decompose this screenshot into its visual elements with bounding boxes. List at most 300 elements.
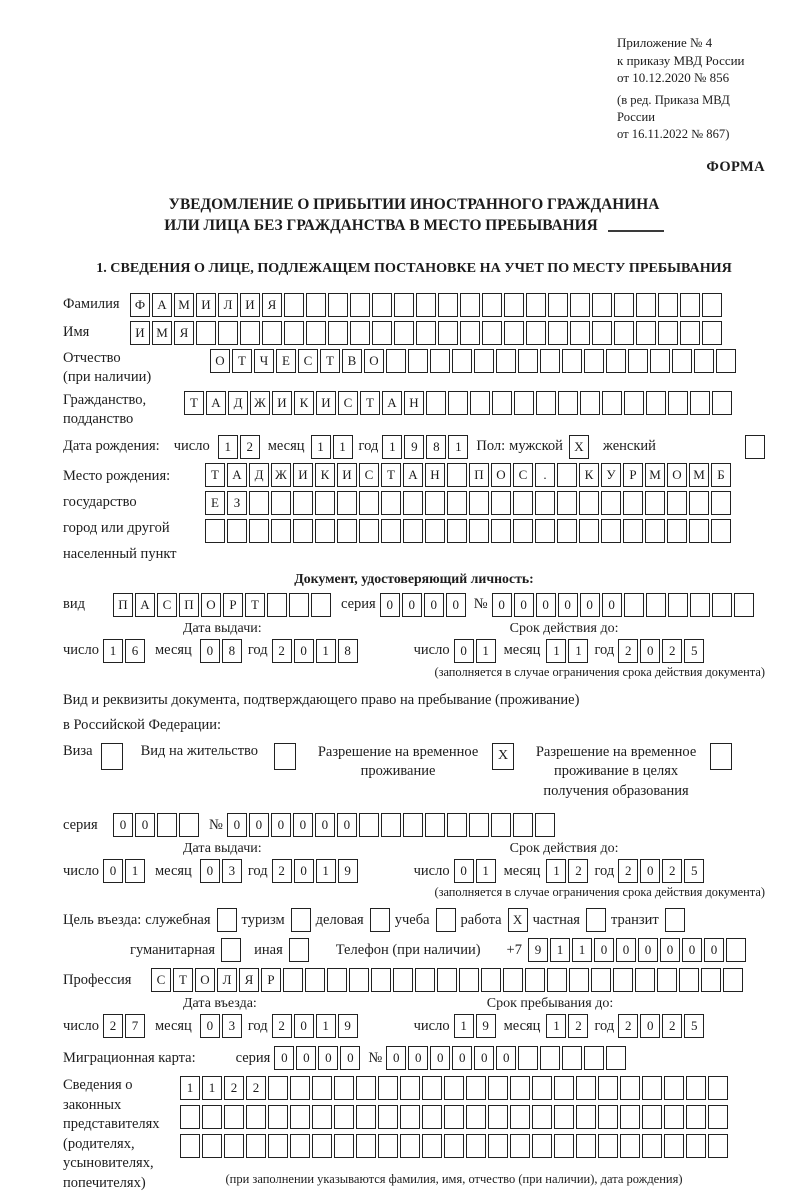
cell[interactable]: 0 [640, 859, 660, 883]
cell[interactable] [689, 491, 709, 515]
until-day[interactable] [454, 1014, 496, 1038]
cell[interactable]: К [315, 463, 335, 487]
cell[interactable]: 2 [272, 639, 292, 663]
cell[interactable]: 1 [572, 938, 592, 962]
cell[interactable]: С [157, 593, 177, 617]
cell[interactable]: 1 [448, 435, 468, 459]
cell[interactable] [668, 391, 688, 415]
cell[interactable] [179, 813, 199, 837]
cell[interactable] [416, 293, 436, 317]
cell[interactable]: 0 [454, 859, 474, 883]
cell[interactable] [459, 968, 479, 992]
residence-number-cells[interactable] [227, 813, 555, 837]
cell[interactable]: 3 [222, 859, 242, 883]
cell[interactable] [614, 321, 634, 345]
phone-cells[interactable] [528, 938, 746, 962]
birth-year-cells[interactable] [382, 435, 468, 459]
residence-valid-year[interactable] [618, 859, 704, 883]
name-cells[interactable] [130, 321, 722, 345]
patronymic-cells[interactable] [210, 349, 736, 373]
cell[interactable]: 0 [640, 1014, 660, 1038]
entry-month[interactable] [200, 1014, 242, 1038]
cell[interactable] [624, 593, 644, 617]
cell[interactable]: 2 [272, 859, 292, 883]
cell[interactable] [672, 349, 692, 373]
profession-cells[interactable] [151, 968, 743, 992]
residence-issue-day[interactable] [103, 859, 145, 883]
cell[interactable]: П [113, 593, 133, 617]
cell[interactable] [526, 293, 546, 317]
cell[interactable] [491, 519, 511, 543]
cell[interactable] [101, 743, 123, 770]
cell[interactable] [202, 1134, 222, 1158]
until-month[interactable] [546, 1014, 588, 1038]
cell[interactable] [650, 349, 670, 373]
cell[interactable]: 0 [340, 1046, 360, 1070]
cell[interactable]: Н [404, 391, 424, 415]
residence-permit-checkbox[interactable] [274, 743, 296, 770]
cell[interactable]: 0 [660, 938, 680, 962]
cell[interactable] [469, 491, 489, 515]
cell[interactable] [606, 1046, 626, 1070]
cell[interactable]: Т [320, 349, 340, 373]
cell[interactable] [680, 293, 700, 317]
cell[interactable]: 2 [662, 859, 682, 883]
doc-kind-cells[interactable] [113, 593, 331, 617]
cell[interactable] [548, 321, 568, 345]
cell[interactable] [592, 293, 612, 317]
cell[interactable] [426, 391, 446, 415]
sex-female-checkbox[interactable] [745, 435, 765, 459]
until-year[interactable] [618, 1014, 704, 1038]
residence-valid-month[interactable] [546, 859, 588, 883]
cell[interactable] [689, 519, 709, 543]
cell[interactable] [642, 1076, 662, 1100]
cell[interactable] [306, 293, 326, 317]
edu-permit-checkbox[interactable] [710, 743, 732, 770]
cell[interactable] [249, 491, 269, 515]
cell[interactable]: 0 [514, 593, 534, 617]
cell[interactable]: Р [623, 463, 643, 487]
cell[interactable]: 2 [272, 1014, 292, 1038]
cell[interactable] [667, 519, 687, 543]
cell[interactable]: Д [249, 463, 269, 487]
cell[interactable] [217, 908, 237, 932]
representatives-cells-row2[interactable] [180, 1105, 728, 1129]
cell[interactable] [378, 1134, 398, 1158]
cell[interactable]: Л [218, 293, 238, 317]
residence-valid-day[interactable] [454, 859, 496, 883]
cell[interactable] [356, 1105, 376, 1129]
cell[interactable]: Т [205, 463, 225, 487]
cell[interactable]: С [338, 391, 358, 415]
cell[interactable] [312, 1105, 332, 1129]
cell[interactable] [690, 391, 710, 415]
sex-male-checkbox[interactable] [569, 435, 589, 459]
cell[interactable] [400, 1105, 420, 1129]
cell[interactable] [686, 1134, 706, 1158]
cell[interactable]: Т [381, 463, 401, 487]
cell[interactable] [576, 1134, 596, 1158]
cell[interactable]: 8 [222, 639, 242, 663]
cell[interactable]: 0 [200, 1014, 220, 1038]
cell[interactable] [708, 1076, 728, 1100]
cell[interactable] [680, 321, 700, 345]
cell[interactable]: Е [205, 491, 225, 515]
cell[interactable] [381, 813, 401, 837]
cell[interactable] [628, 349, 648, 373]
cell[interactable] [408, 349, 428, 373]
cell[interactable] [702, 321, 722, 345]
cell[interactable]: О [491, 463, 511, 487]
migration-number-cells[interactable] [386, 1046, 626, 1070]
cell[interactable]: 0 [113, 813, 133, 837]
doc-number-cells[interactable] [492, 593, 754, 617]
cell[interactable] [422, 1105, 442, 1129]
cell[interactable] [598, 1076, 618, 1100]
cell[interactable]: 2 [618, 859, 638, 883]
citizenship-cells[interactable] [184, 391, 732, 415]
cell[interactable] [350, 293, 370, 317]
cell[interactable] [708, 1134, 728, 1158]
cell[interactable]: 7 [125, 1014, 145, 1038]
cell[interactable] [646, 391, 666, 415]
cell[interactable]: 1 [476, 639, 496, 663]
cell[interactable]: X [492, 743, 514, 770]
cell[interactable]: 0 [315, 813, 335, 837]
cell[interactable]: 5 [684, 639, 704, 663]
cell[interactable]: З [227, 491, 247, 515]
cell[interactable] [267, 593, 287, 617]
cell[interactable]: М [645, 463, 665, 487]
cell[interactable] [452, 349, 472, 373]
cell[interactable] [268, 1134, 288, 1158]
purpose-official-checkbox[interactable] [217, 908, 237, 932]
cell[interactable]: Т [360, 391, 380, 415]
cell[interactable] [745, 435, 765, 459]
cell[interactable] [614, 293, 634, 317]
cell[interactable] [315, 491, 335, 515]
cell[interactable]: М [152, 321, 172, 345]
cell[interactable] [262, 321, 282, 345]
cell[interactable] [328, 321, 348, 345]
cell[interactable] [665, 908, 685, 932]
cell[interactable] [488, 1134, 508, 1158]
cell[interactable] [447, 491, 467, 515]
cell[interactable] [425, 813, 445, 837]
cell[interactable] [466, 1134, 486, 1158]
cell[interactable]: Т [173, 968, 193, 992]
cell[interactable] [416, 321, 436, 345]
cell[interactable] [422, 1134, 442, 1158]
cell[interactable]: 2 [224, 1076, 244, 1100]
cell[interactable] [504, 293, 524, 317]
cell[interactable] [180, 1134, 200, 1158]
cell[interactable] [547, 968, 567, 992]
cell[interactable]: 0 [452, 1046, 472, 1070]
cell[interactable] [289, 938, 309, 962]
cell[interactable]: 2 [246, 1076, 266, 1100]
cell[interactable]: 0 [386, 1046, 406, 1070]
cell[interactable] [350, 321, 370, 345]
cell[interactable] [491, 813, 511, 837]
cell[interactable] [293, 491, 313, 515]
cell[interactable]: Е [276, 349, 296, 373]
cell[interactable] [532, 1134, 552, 1158]
birth-day-cells[interactable] [218, 435, 260, 459]
doc-issue-month[interactable] [200, 639, 242, 663]
cell[interactable] [334, 1134, 354, 1158]
cell[interactable] [356, 1076, 376, 1100]
cell[interactable] [510, 1134, 530, 1158]
cell[interactable]: 1 [103, 639, 123, 663]
cell[interactable]: 0 [640, 639, 660, 663]
cell[interactable]: 0 [496, 1046, 516, 1070]
cell[interactable] [246, 1134, 266, 1158]
cell[interactable] [579, 491, 599, 515]
cell[interactable]: И [240, 293, 260, 317]
cell[interactable]: Ч [254, 349, 274, 373]
cell[interactable]: 0 [318, 1046, 338, 1070]
cell[interactable] [227, 519, 247, 543]
birth-month-cells[interactable] [311, 435, 353, 459]
cell[interactable]: Л [217, 968, 237, 992]
cell[interactable]: И [337, 463, 357, 487]
cell[interactable] [491, 491, 511, 515]
cell[interactable] [218, 321, 238, 345]
cell[interactable] [664, 1076, 684, 1100]
cell[interactable] [620, 1134, 640, 1158]
purpose-business-checkbox[interactable] [370, 908, 390, 932]
cell[interactable] [205, 519, 225, 543]
cell[interactable]: С [359, 463, 379, 487]
cell[interactable] [448, 391, 468, 415]
cell[interactable] [535, 813, 555, 837]
cell[interactable]: Я [262, 293, 282, 317]
cell[interactable]: 1 [476, 859, 496, 883]
cell[interactable]: 0 [638, 938, 658, 962]
cell[interactable] [658, 293, 678, 317]
cell[interactable] [403, 491, 423, 515]
cell[interactable] [602, 391, 622, 415]
cell[interactable]: А [403, 463, 423, 487]
cell[interactable]: А [227, 463, 247, 487]
cell[interactable]: 0 [249, 813, 269, 837]
cell[interactable]: С [298, 349, 318, 373]
cell[interactable] [584, 1046, 604, 1070]
cell[interactable] [576, 1105, 596, 1129]
birthplace-cells-row1[interactable] [205, 463, 731, 487]
cell[interactable] [554, 1076, 574, 1100]
cell[interactable]: 8 [338, 639, 358, 663]
cell[interactable]: 0 [474, 1046, 494, 1070]
entry-year[interactable] [272, 1014, 358, 1038]
cell[interactable]: 0 [274, 1046, 294, 1070]
cell[interactable] [623, 519, 643, 543]
cell[interactable]: У [601, 463, 621, 487]
cell[interactable] [580, 391, 600, 415]
cell[interactable]: И [272, 391, 292, 415]
cell[interactable] [579, 519, 599, 543]
cell[interactable]: 2 [662, 639, 682, 663]
cell[interactable] [334, 1105, 354, 1129]
cell[interactable] [513, 519, 533, 543]
cell[interactable] [400, 1134, 420, 1158]
residence-series-cells[interactable] [113, 813, 199, 837]
cell[interactable]: О [195, 968, 215, 992]
cell[interactable] [305, 968, 325, 992]
cell[interactable] [447, 463, 467, 487]
representatives-cells-row1[interactable] [180, 1076, 728, 1100]
cell[interactable] [438, 321, 458, 345]
cell[interactable]: 0 [602, 593, 622, 617]
cell[interactable] [359, 813, 379, 837]
cell[interactable]: А [382, 391, 402, 415]
cell[interactable] [668, 593, 688, 617]
cell[interactable]: 0 [294, 639, 314, 663]
cell[interactable] [711, 519, 731, 543]
doc-valid-day[interactable] [454, 639, 496, 663]
cell[interactable] [592, 321, 612, 345]
cell[interactable]: 3 [222, 1014, 242, 1038]
cell[interactable] [601, 519, 621, 543]
cell[interactable] [702, 293, 722, 317]
cell[interactable]: Н [425, 463, 445, 487]
cell[interactable]: Б [711, 463, 731, 487]
cell[interactable] [584, 349, 604, 373]
cell[interactable] [249, 519, 269, 543]
cell[interactable] [291, 908, 311, 932]
cell[interactable] [591, 968, 611, 992]
cell[interactable]: 9 [404, 435, 424, 459]
cell[interactable] [470, 391, 490, 415]
cell[interactable]: 0 [337, 813, 357, 837]
cell[interactable]: 0 [271, 813, 291, 837]
cell[interactable]: 0 [616, 938, 636, 962]
cell[interactable]: 0 [446, 593, 466, 617]
cell[interactable] [271, 491, 291, 515]
cell[interactable] [708, 1105, 728, 1129]
cell[interactable]: 0 [454, 639, 474, 663]
cell[interactable] [283, 968, 303, 992]
cell[interactable] [180, 1105, 200, 1129]
cell[interactable] [349, 968, 369, 992]
cell[interactable] [734, 593, 754, 617]
cell[interactable]: 0 [103, 859, 123, 883]
cell[interactable] [554, 1134, 574, 1158]
cell[interactable] [711, 491, 731, 515]
cell[interactable] [447, 813, 467, 837]
residence-issue-year[interactable] [272, 859, 358, 883]
cell[interactable]: 2 [568, 859, 588, 883]
cell[interactable]: Я [239, 968, 259, 992]
cell[interactable] [723, 968, 743, 992]
cell[interactable] [370, 908, 390, 932]
cell[interactable]: 2 [568, 1014, 588, 1038]
cell[interactable] [393, 968, 413, 992]
cell[interactable] [224, 1105, 244, 1129]
cell[interactable] [492, 391, 512, 415]
cell[interactable] [372, 321, 392, 345]
cell[interactable] [403, 519, 423, 543]
cell[interactable] [535, 519, 555, 543]
cell[interactable]: 0 [200, 639, 220, 663]
cell[interactable] [540, 1046, 560, 1070]
cell[interactable]: М [689, 463, 709, 487]
temp-permit-checkbox[interactable] [492, 743, 514, 770]
cell[interactable]: Т [245, 593, 265, 617]
cell[interactable] [447, 519, 467, 543]
cell[interactable] [284, 321, 304, 345]
cell[interactable] [557, 491, 577, 515]
cell[interactable] [386, 349, 406, 373]
cell[interactable]: 0 [536, 593, 556, 617]
cell[interactable] [290, 1134, 310, 1158]
cell[interactable] [642, 1105, 662, 1129]
cell[interactable]: 9 [528, 938, 548, 962]
cell[interactable]: 0 [492, 593, 512, 617]
cell[interactable]: 2 [618, 639, 638, 663]
entry-day[interactable] [103, 1014, 145, 1038]
cell[interactable] [606, 349, 626, 373]
cell[interactable] [444, 1076, 464, 1100]
cell[interactable] [526, 321, 546, 345]
cell[interactable] [532, 1076, 552, 1100]
cell[interactable]: К [294, 391, 314, 415]
cell[interactable]: 2 [662, 1014, 682, 1038]
cell[interactable] [334, 1076, 354, 1100]
cell[interactable]: Ж [271, 463, 291, 487]
cell[interactable] [202, 1105, 222, 1129]
purpose-transit-checkbox[interactable] [665, 908, 685, 932]
cell[interactable] [221, 938, 241, 962]
cell[interactable] [157, 813, 177, 837]
cell[interactable] [422, 1076, 442, 1100]
cell[interactable]: В [342, 349, 362, 373]
cell[interactable] [636, 321, 656, 345]
cell[interactable] [510, 1076, 530, 1100]
cell[interactable] [356, 1134, 376, 1158]
cell[interactable] [284, 293, 304, 317]
cell[interactable] [196, 321, 216, 345]
cell[interactable]: 0 [682, 938, 702, 962]
cell[interactable] [381, 519, 401, 543]
doc-series-cells[interactable] [380, 593, 466, 617]
cell[interactable]: 9 [338, 1014, 358, 1038]
cell[interactable]: 0 [294, 859, 314, 883]
cell[interactable]: 0 [558, 593, 578, 617]
purpose-tourism-checkbox[interactable] [291, 908, 311, 932]
cell[interactable]: 0 [296, 1046, 316, 1070]
cell[interactable] [437, 968, 457, 992]
cell[interactable] [240, 321, 260, 345]
cell[interactable] [224, 1134, 244, 1158]
cell[interactable] [586, 908, 606, 932]
cell[interactable]: К [579, 463, 599, 487]
cell[interactable] [466, 1105, 486, 1129]
cell[interactable]: И [316, 391, 336, 415]
cell[interactable] [624, 391, 644, 415]
cell[interactable] [327, 968, 347, 992]
cell[interactable] [620, 1105, 640, 1129]
cell[interactable]: Ф [130, 293, 150, 317]
cell[interactable]: 1 [311, 435, 331, 459]
purpose-humanitarian-checkbox[interactable] [221, 938, 241, 962]
cell[interactable] [513, 491, 533, 515]
migration-series-cells[interactable] [274, 1046, 360, 1070]
cell[interactable] [642, 1134, 662, 1158]
cell[interactable]: 1 [454, 1014, 474, 1038]
